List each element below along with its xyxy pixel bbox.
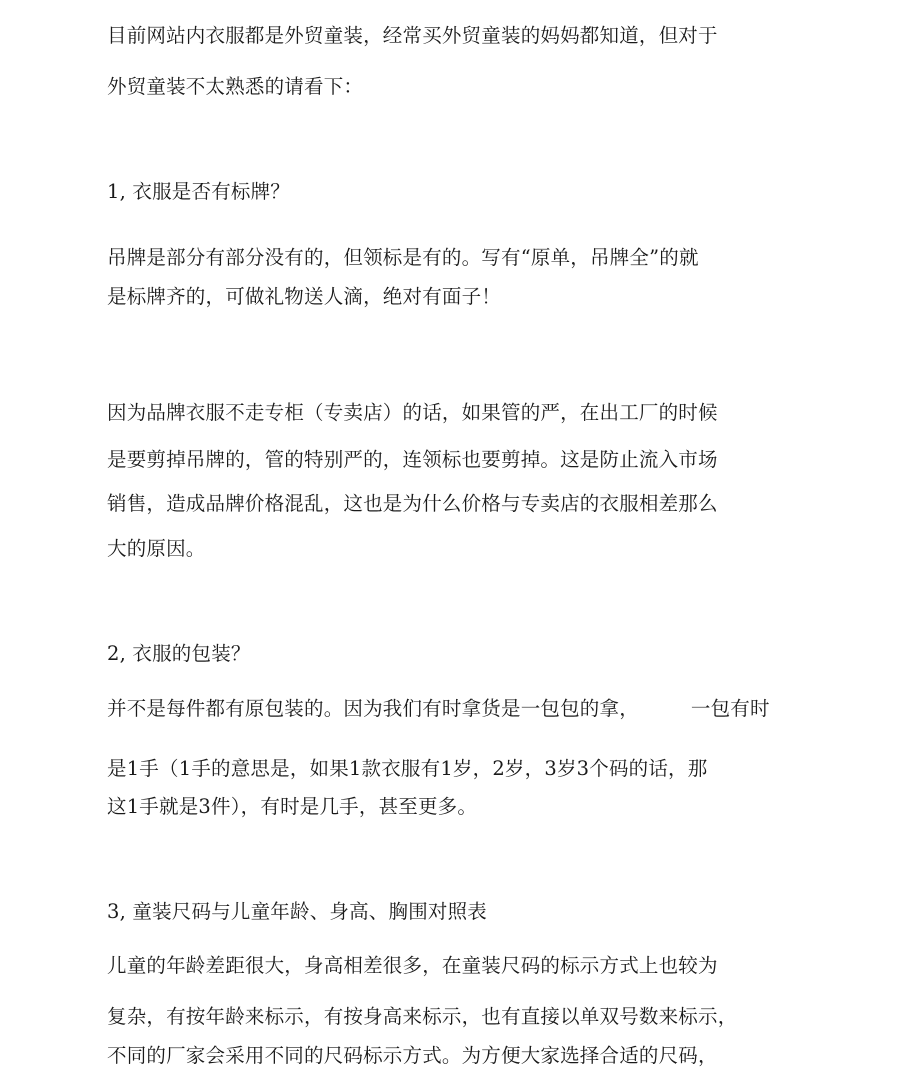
section-3-heading: 3, 童装尺码与儿童年龄、身高、胸围对照表 — [107, 900, 488, 923]
section-2-para-1-line-1-part-1: 并不是每件都有原包装的。因为我们有时拿货是一包包的拿， — [107, 697, 639, 720]
section-2-para-1-line-3: 这1手就是3件），有时是几手，甚至更多。 — [107, 795, 478, 818]
section-1-para-1-line-2: 是标牌齐的，可做礼物送人滴，绝对有面子！ — [107, 285, 502, 308]
section-1-para-2-line-4: 大的原因。 — [107, 537, 206, 560]
section-1-para-1-line-1: 吊牌是部分有部分没有的，但领标是有的。写有“原单，吊牌全”的就 — [107, 246, 699, 269]
section-2-para-1-line-1-part-2: 一包有时 — [690, 697, 770, 720]
section-3-para-1-line-3: 不同的厂家会采用不同的尺码标示方式。为方便大家选择合适的尺码， — [107, 1044, 718, 1067]
section-1-para-2-line-2: 是要剪掉吊牌的，管的特别严的，连领标也要剪掉。这是防止流入市场 — [107, 448, 718, 471]
section-2-para-1-line-2: 是1手（1手的意思是，如果1款衣服有1岁，2岁，3岁3个码的话，那 — [107, 757, 708, 780]
section-3-para-1-line-1: 儿童的年龄差距很大，身高相差很多，在童装尺码的标示方式上也较为 — [107, 954, 718, 977]
intro-line-2: 外贸童装不太熟悉的请看下： — [107, 75, 364, 98]
section-1-heading: 1, 衣服是否有标牌？ — [107, 180, 291, 203]
intro-line-1: 目前网站内衣服都是外贸童装，经常买外贸童装的妈妈都知道，但对于 — [107, 24, 718, 47]
section-2-para-1-line-1 — [107, 697, 770, 721]
section-2-heading: 2, 衣服的包装？ — [107, 642, 251, 665]
section-3-para-1-line-2: 复杂，有按年龄来标示，有按身高来标示，也有直接以单双号数来标示， — [107, 1005, 738, 1028]
section-1-para-2-line-1: 因为品牌衣服不走专柜（专卖店）的话，如果管的严，在出工厂的时候 — [107, 401, 718, 424]
section-1-para-2-line-3: 销售，造成品牌价格混乱，这也是为什么价格与专卖店的衣服相差那么 — [107, 492, 718, 515]
